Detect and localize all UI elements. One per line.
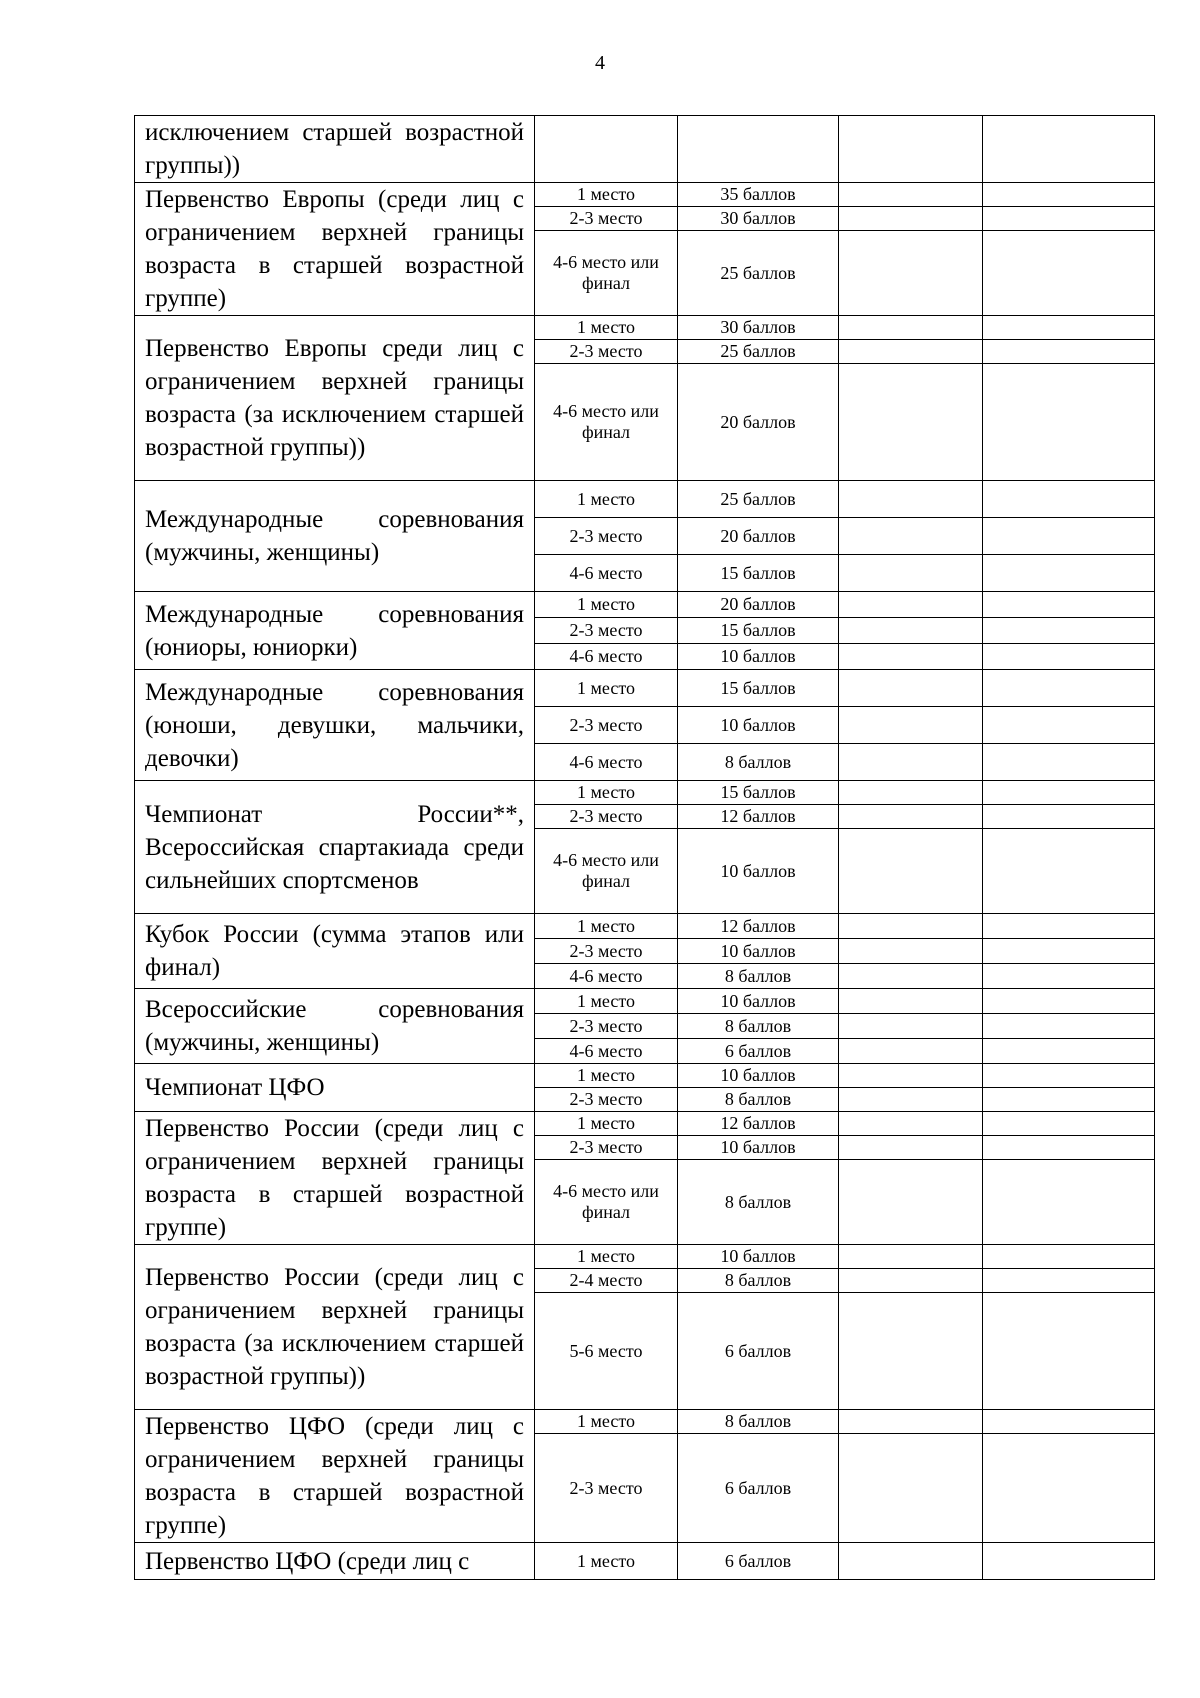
competition-cell: Чемпионат ЦФО [135, 1064, 535, 1112]
place-cell: 2-3 место [535, 518, 678, 555]
table-row [135, 592, 1155, 618]
empty-cell [839, 707, 983, 744]
empty-cell [839, 989, 983, 1014]
competition-cell: Всероссийские соревнования (мужчины, женщины) [135, 989, 535, 1064]
points-cell: 30 баллов [678, 316, 839, 340]
competition-cell: Кубок России (сумма этапов или финал) [135, 914, 535, 989]
place-cell: 1 место [535, 781, 678, 805]
points-cell: 12 баллов [678, 1112, 839, 1136]
points-cell: 8 баллов [678, 1014, 839, 1039]
empty-cell [983, 316, 1155, 340]
table-row [135, 1064, 1155, 1088]
empty-cell [839, 1269, 983, 1293]
empty-cell [983, 1434, 1155, 1543]
empty-cell [839, 207, 983, 231]
table-row [135, 670, 1155, 707]
place-cell: 2-3 место [535, 939, 678, 964]
place-cell: 4-6 место [535, 555, 678, 592]
empty-cell [839, 1064, 983, 1088]
table-row [135, 1543, 1155, 1580]
empty-cell [839, 183, 983, 207]
points-cell: 20 баллов [678, 364, 839, 481]
table-row [135, 316, 1155, 340]
place-cell: 4-6 место [535, 744, 678, 781]
place-cell: 2-3 место [535, 1136, 678, 1160]
empty-cell [983, 555, 1155, 592]
empty-cell [839, 939, 983, 964]
empty-cell [983, 231, 1155, 316]
empty-cell [839, 1136, 983, 1160]
empty-cell [839, 829, 983, 914]
points-cell: 12 баллов [678, 805, 839, 829]
place-cell: 2-3 место [535, 207, 678, 231]
empty-cell [839, 644, 983, 670]
empty-cell [839, 805, 983, 829]
points-cell: 10 баллов [678, 707, 839, 744]
page-number: 4 [595, 52, 605, 74]
empty-cell [983, 1014, 1155, 1039]
empty-cell [839, 518, 983, 555]
place-cell: 1 место [535, 481, 678, 518]
empty-cell [983, 939, 1155, 964]
empty-cell [839, 744, 983, 781]
competition-cell: Международные соревнования (юноши, девушки, мальчики, девочки) [135, 670, 535, 781]
points-cell: 10 баллов [678, 1136, 839, 1160]
empty-cell [983, 1160, 1155, 1245]
table-row [135, 1245, 1155, 1269]
empty-cell [983, 744, 1155, 781]
points-cell: 10 баллов [678, 939, 839, 964]
empty-cell [983, 340, 1155, 364]
place-cell: 4-6 место [535, 644, 678, 670]
empty-cell [839, 364, 983, 481]
empty-cell [839, 231, 983, 316]
empty-cell [983, 829, 1155, 914]
place-cell: 2-3 место [535, 805, 678, 829]
results-points-table [134, 115, 1155, 1580]
empty-cell [839, 340, 983, 364]
empty-cell [839, 1410, 983, 1434]
empty-cell [983, 1269, 1155, 1293]
place-cell: 1 место [535, 914, 678, 939]
empty-cell [983, 914, 1155, 939]
empty-cell [983, 781, 1155, 805]
points-cell: 8 баллов [678, 1410, 839, 1434]
points-cell: 20 баллов [678, 518, 839, 555]
points-cell: 25 баллов [678, 340, 839, 364]
empty-cell [983, 1293, 1155, 1410]
empty-cell [983, 1064, 1155, 1088]
points-cell: 10 баллов [678, 989, 839, 1014]
empty-cell [983, 1088, 1155, 1112]
empty-cell [983, 1136, 1155, 1160]
empty-cell [839, 670, 983, 707]
empty-cell [983, 644, 1155, 670]
table-row [135, 1410, 1155, 1434]
empty-cell [839, 481, 983, 518]
points-cell: 10 баллов [678, 1064, 839, 1088]
place-cell: 1 место [535, 1410, 678, 1434]
points-cell: 12 баллов [678, 914, 839, 939]
empty-cell [839, 618, 983, 644]
competition-cell: Первенство ЦФО (среди лиц с ограничением верхней границы возраста в старшей возрастной группе) [135, 1410, 535, 1543]
points-cell: 20 баллов [678, 592, 839, 618]
points-cell: 6 баллов [678, 1039, 839, 1064]
place-cell: 4-6 место или финал [535, 231, 678, 316]
points-cell: 35 баллов [678, 183, 839, 207]
empty-cell [983, 518, 1155, 555]
points-cell: 10 баллов [678, 1245, 839, 1269]
empty-cell [983, 805, 1155, 829]
competition-cell: исключением старшей возрастной группы)) [135, 116, 535, 183]
empty-cell [983, 183, 1155, 207]
empty-cell [839, 1014, 983, 1039]
place-cell: 4-6 место [535, 964, 678, 989]
place-cell: 4-6 место или финал [535, 1160, 678, 1245]
points-cell [678, 116, 839, 183]
points-cell: 8 баллов [678, 1160, 839, 1245]
empty-cell [839, 914, 983, 939]
place-cell: 2-4 место [535, 1269, 678, 1293]
table-row [135, 481, 1155, 518]
empty-cell [983, 364, 1155, 481]
place-cell: 1 место [535, 1112, 678, 1136]
competition-cell: Первенство Европы среди лиц с ограничением верхней границы возраста (за исключением старшей возрастной группы)) [135, 316, 535, 481]
points-cell: 25 баллов [678, 481, 839, 518]
place-cell: 1 место [535, 989, 678, 1014]
empty-cell [983, 707, 1155, 744]
points-cell: 30 баллов [678, 207, 839, 231]
empty-cell [839, 964, 983, 989]
empty-cell [839, 781, 983, 805]
empty-cell [983, 481, 1155, 518]
place-cell: 4-6 место или финал [535, 364, 678, 481]
points-cell: 8 баллов [678, 744, 839, 781]
empty-cell [983, 116, 1155, 183]
empty-cell [983, 670, 1155, 707]
empty-cell [839, 1245, 983, 1269]
place-cell: 2-3 место [535, 1434, 678, 1543]
place-cell [535, 116, 678, 183]
empty-cell [839, 116, 983, 183]
points-cell: 15 баллов [678, 670, 839, 707]
points-cell: 25 баллов [678, 231, 839, 316]
empty-cell [839, 1160, 983, 1245]
empty-cell [839, 1293, 983, 1410]
place-cell: 4-6 место или финал [535, 829, 678, 914]
empty-cell [839, 1088, 983, 1112]
points-cell: 6 баллов [678, 1434, 839, 1543]
empty-cell [839, 1434, 983, 1543]
table-row [135, 116, 1155, 183]
place-cell: 2-3 место [535, 618, 678, 644]
competition-cell: Международные соревнования (мужчины, женщины) [135, 481, 535, 592]
empty-cell [839, 1543, 983, 1580]
empty-cell [983, 1112, 1155, 1136]
points-cell: 8 баллов [678, 964, 839, 989]
place-cell: 2-3 место [535, 340, 678, 364]
empty-cell [983, 1543, 1155, 1580]
competition-cell: Первенство Европы (среди лиц с ограничением верхней границы возраста в старшей возрастной группе) [135, 183, 535, 316]
points-cell: 6 баллов [678, 1293, 839, 1410]
empty-cell [839, 592, 983, 618]
place-cell: 1 место [535, 670, 678, 707]
competition-cell: Международные соревнования (юниоры, юниорки) [135, 592, 535, 670]
points-cell: 15 баллов [678, 618, 839, 644]
place-cell: 1 место [535, 592, 678, 618]
empty-cell [839, 555, 983, 592]
place-cell: 2-3 место [535, 1088, 678, 1112]
points-cell: 6 баллов [678, 1543, 839, 1580]
empty-cell [983, 964, 1155, 989]
competition-cell: Первенство ЦФО (среди лиц с [135, 1543, 535, 1580]
empty-cell [839, 1039, 983, 1064]
place-cell: 4-6 место [535, 1039, 678, 1064]
place-cell: 5-6 место [535, 1293, 678, 1410]
points-cell: 8 баллов [678, 1088, 839, 1112]
empty-cell [983, 1245, 1155, 1269]
empty-cell [983, 1039, 1155, 1064]
empty-cell [839, 316, 983, 340]
place-cell: 1 место [535, 183, 678, 207]
competition-cell: Первенство России (среди лиц с ограничением верхней границы возраста (за исключением старшей возрастной группы)) [135, 1245, 535, 1410]
points-cell: 8 баллов [678, 1269, 839, 1293]
place-cell: 1 место [535, 1543, 678, 1580]
empty-cell [983, 1410, 1155, 1434]
points-cell: 10 баллов [678, 644, 839, 670]
empty-cell [983, 207, 1155, 231]
points-cell: 15 баллов [678, 781, 839, 805]
table-row [135, 989, 1155, 1014]
points-cell: 10 баллов [678, 829, 839, 914]
competition-cell: Чемпионат России**, Всероссийская спартакиада среди сильнейших спортсменов [135, 781, 535, 914]
place-cell: 1 место [535, 1064, 678, 1088]
place-cell: 1 место [535, 316, 678, 340]
empty-cell [839, 1112, 983, 1136]
competition-cell: Первенство России (среди лиц с ограничением верхней границы возраста в старшей возрастной группе) [135, 1112, 535, 1245]
place-cell: 2-3 место [535, 707, 678, 744]
table-row [135, 1112, 1155, 1136]
empty-cell [983, 989, 1155, 1014]
points-cell: 15 баллов [678, 555, 839, 592]
place-cell: 2-3 место [535, 1014, 678, 1039]
empty-cell [983, 592, 1155, 618]
table-row [135, 183, 1155, 207]
place-cell: 1 место [535, 1245, 678, 1269]
empty-cell [983, 618, 1155, 644]
table-row [135, 914, 1155, 939]
table-row [135, 781, 1155, 805]
